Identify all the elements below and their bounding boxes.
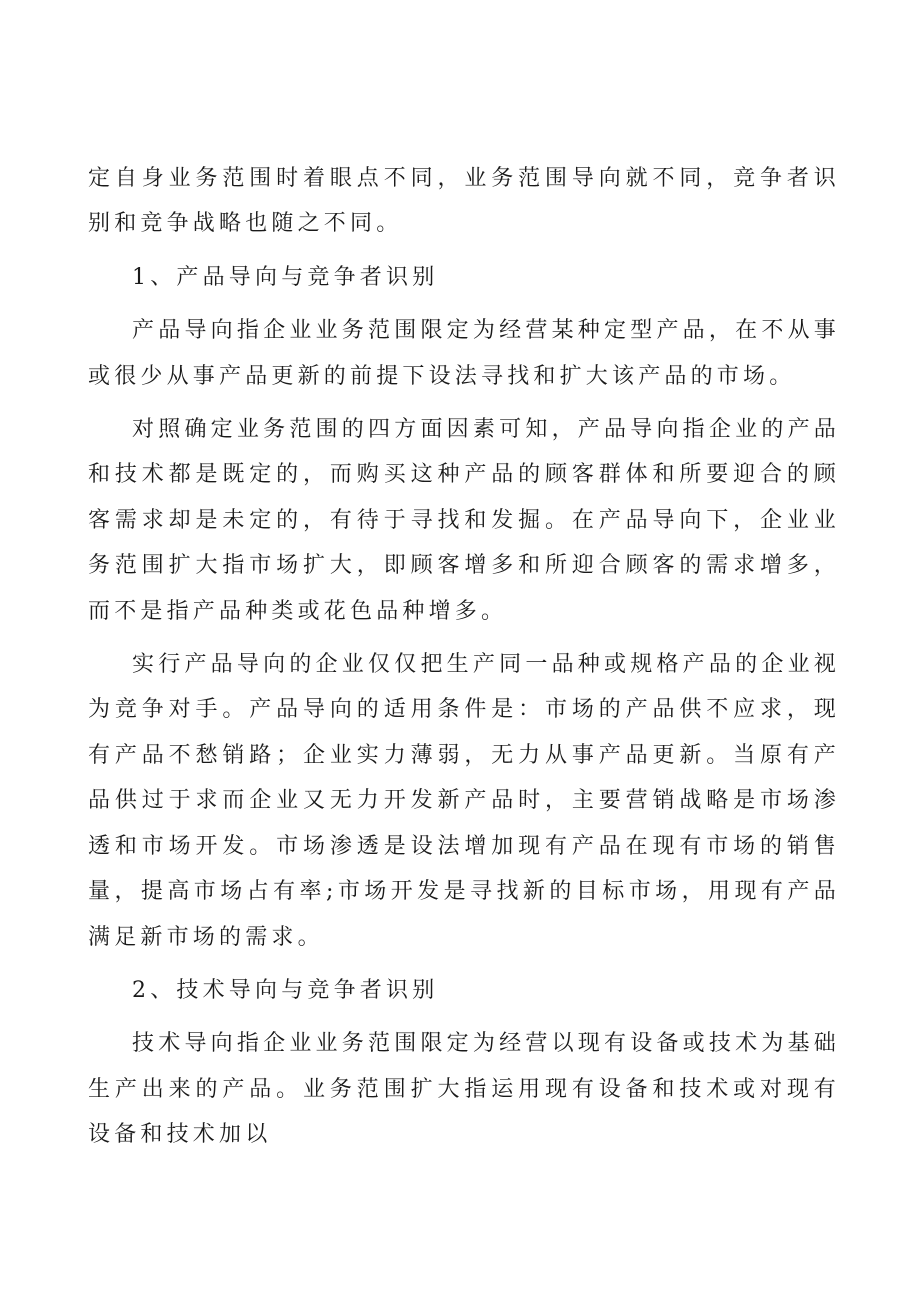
paragraph-product-orientation-definition: 产品导向指企业业务范围限定为经营某种定型产品，在不从事或很少从事产品更新的前提下设法寻找和扩大该产品的市场。: [88, 318, 840, 389]
section-heading-product-orientation: 1、产品导向与竞争者识别: [132, 264, 439, 290]
section-heading-technology-orientation: 2、技术导向与竞争者识别: [132, 977, 439, 1003]
paragraph-technology-orientation-definition: 技术导向指企业业务范围限定为经营以现有设备或技术为基础生产出来的产品。业务范围扩大指运用现有设备和技术或对现有设备和技术加以: [88, 1031, 840, 1148]
paragraph-continuation: 定自身业务范围时着眼点不同，业务范围导向就不同，竞争者识别和竞争战略也随之不同。: [88, 166, 840, 237]
paragraph-product-orientation-competitors: 实行产品导向的企业仅仅把生产同一品种或规格产品的企业视为竞争对手。产品导向的适用条件是：市场的产品供不应求，现有产品不愁销路；企业实力薄弱，无力从事产品更新。当原有产品供过于求而企业又无力开发新产品时，主要营销战略是市场渗透和市场开发。市场渗透是设法增加现有产品在现有市场的销售量，提高市场占有率;市场开发是寻找新的目标市场，用现有产品满足新市场的需求。: [88, 652, 840, 950]
document-page: [88, 156, 840, 1166]
paragraph-product-orientation-factors: 对照确定业务范围的四方面因素可知，产品导向指企业的产品和技术都是既定的，而购买这种产品的顾客群体和所要迎合的顾客需求却是未定的，有待于寻找和发掘。在产品导向下，企业业务范围扩大指市场扩大，即顾客增多和所迎合顾客的需求增多，而不是指产品种类或花色品种增多。: [88, 417, 840, 624]
